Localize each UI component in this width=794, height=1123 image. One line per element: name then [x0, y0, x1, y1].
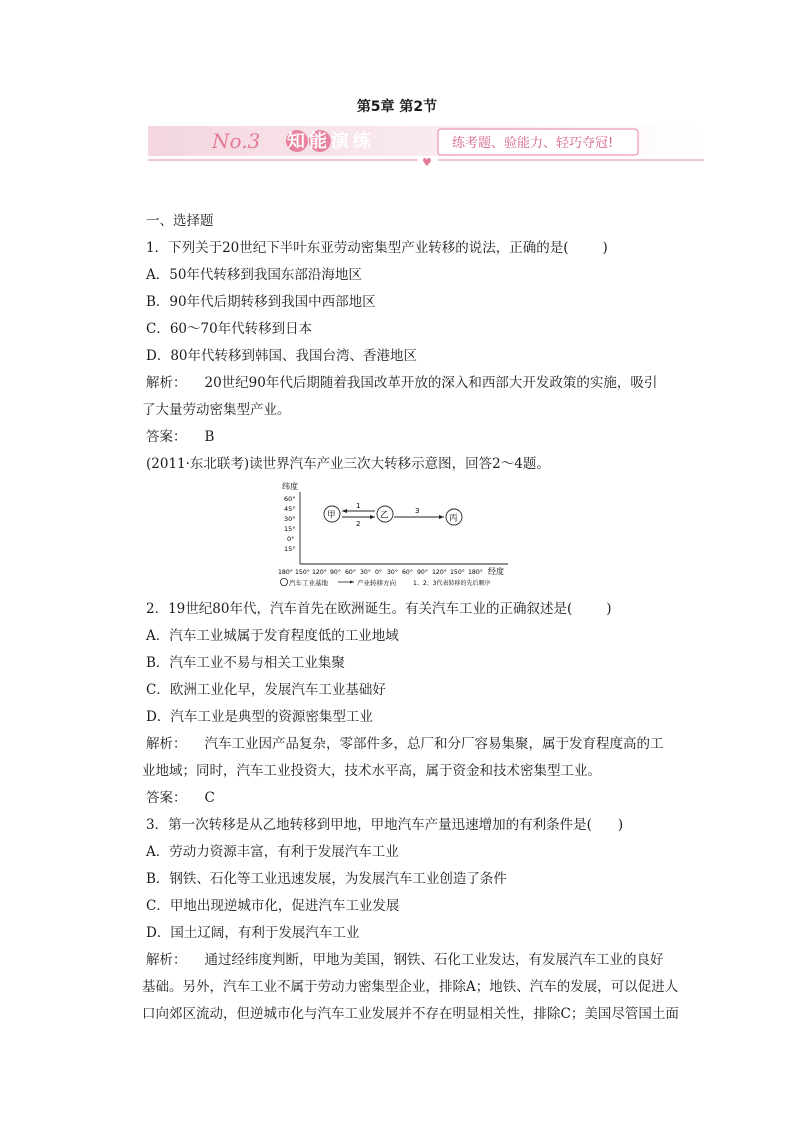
y-tick: 15°	[284, 525, 296, 533]
analysis-label: 解析：	[146, 736, 187, 752]
arrow-3-head	[439, 515, 444, 519]
q3-option-c: C．甲地出现逆城市化，促进汽车工业发展	[146, 898, 400, 914]
transfer-diagram	[276, 480, 536, 596]
q2-analysis-2: 业地域；同时，汽车工业投资大，技术水平高，属于资金和技术密集型工业。	[142, 763, 601, 779]
q3-close: )	[617, 817, 624, 833]
x-tick: 120°	[432, 569, 447, 576]
x-tick: 60°	[402, 569, 413, 576]
q1-answer	[146, 424, 676, 451]
q1-analysis-text-1: 20世纪90年代后期随着我国改革开放的深入和西部大开发政策的实施，吸引	[204, 375, 658, 391]
q2-answer	[146, 785, 676, 812]
section-banner	[148, 122, 704, 170]
q2-close: )	[606, 601, 612, 617]
y-tick: 15°	[284, 545, 296, 553]
q1-close: )	[602, 240, 608, 256]
q3-option-a: A．劳动力资源丰富，有利于发展汽车工业	[146, 844, 399, 860]
document-body	[142, 208, 679, 1028]
legend-base: 汽车工业基地	[289, 579, 328, 587]
x-tick: 30°	[360, 569, 371, 576]
x-tick: 120°	[312, 569, 327, 576]
x-tick: 60°	[345, 569, 356, 576]
x-ticks	[278, 568, 483, 576]
q2-analysis-text-1: 汽车工业因产品复杂，零部件多，总厂和分厂容易集聚，属于发育程度高的工	[204, 736, 664, 752]
arrow-2-label: 2	[356, 520, 361, 528]
q1-stem-text: 1．下列关于20世纪下半叶东亚劳动密集型产业转移的说法，正确的是(	[146, 240, 569, 256]
q1-answer-value: B	[204, 429, 215, 445]
q2-option-b: B．汽车工业不易与相关工业集聚	[146, 655, 345, 671]
q3-stem-text: 3．第一次转移是从乙地转移到甲地，甲地汽车产量迅速增加的有利条件是(	[146, 817, 592, 833]
banner-no: No.3	[212, 129, 261, 153]
node-jia-label: 甲	[327, 510, 336, 521]
q1-option-a: A．50年代转移到我国东部沿海地区	[146, 267, 362, 283]
arrow-2-head	[370, 515, 375, 519]
x-tick: 150°	[450, 569, 465, 576]
q1-analysis-2: 了大量劳动密集型产业。	[142, 402, 291, 418]
transfer-figure	[146, 478, 676, 596]
y-tick: 30°	[284, 515, 296, 523]
arrow-1-head	[342, 509, 347, 513]
x-tick: 180°	[278, 569, 293, 576]
y-tick: 60°	[284, 495, 296, 503]
x-tick: 90°	[417, 569, 428, 576]
q1-option-d: D．80年代转移到韩国、我国台湾、香港地区	[146, 348, 418, 364]
q3-option-d: D．国土辽阔，有利于发展汽车工业	[146, 925, 360, 941]
q1-option-b: B．90年代后期转移到我国中西部地区	[146, 294, 376, 310]
analysis-label: 解析：	[146, 952, 187, 968]
q1-stem	[146, 235, 676, 262]
x-tick: 150°	[295, 569, 310, 576]
x-tick: 0°	[375, 569, 383, 576]
arrow-3-label: 3	[415, 507, 420, 515]
arrow-1-label: 1	[356, 502, 361, 510]
x-tick: 90°	[330, 569, 341, 576]
q2-option-d: D．汽车工业是典型的资源密集型工业	[146, 709, 373, 725]
analysis-label: 解析：	[146, 375, 187, 391]
q3-stem	[146, 812, 676, 839]
q2-option-a: A．汽车工业城属于发育程度低的工业地域	[146, 628, 399, 644]
q2-analysis-1	[146, 731, 676, 758]
banner-main: 知能演练	[287, 131, 375, 152]
answer-label: 答案：	[146, 429, 187, 445]
x-tick: 180°	[468, 569, 483, 576]
y-axis-title: 纬度	[282, 482, 298, 491]
banner-slogan: 练考题、验能力、轻巧夺冠!	[452, 136, 614, 151]
y-tick: 0°	[287, 535, 295, 543]
q1-option-c: C．60～70年代转移到日本	[146, 321, 313, 337]
q1-analysis-1	[146, 370, 676, 397]
node-yi-label: 乙	[380, 510, 389, 521]
q2-stem-text: 2．19世纪80年代，汽车首先在欧洲诞生。有关汽车工业的正确叙述是(	[146, 601, 573, 617]
legend-arrow-head	[350, 581, 354, 584]
q3-analysis-3: 口向郊区流动，但逆城市化与汽车工业发展并不存在明显相关性，排除C；美国尽管国土面	[142, 1006, 679, 1022]
node-bing-label: 丙	[449, 513, 458, 524]
q2-option-c: C．欧洲工业化早，发展汽车工业基础好	[146, 682, 386, 698]
q3-analysis-2: 基础。另外，汽车工业不属于劳动力密集型企业，排除A；地铁、汽车的发展，可以促进人	[142, 979, 679, 995]
q3-analysis-text-1: 通过经纬度判断，甲地为美国，钢铁、石化工业发达，有发展汽车工业的良好	[204, 952, 664, 968]
q3-analysis-1	[146, 947, 676, 974]
section-heading: 一、选择题	[146, 213, 214, 229]
legend-circle-icon	[280, 578, 287, 585]
heart-icon: ♥	[422, 156, 432, 169]
y-tick: 45°	[284, 505, 296, 513]
q3-option-b: B．钢铁、石化等工业迅速发展，为发展汽车工业创造了条件	[146, 871, 507, 887]
figure-intro: (2011·东北联考)读世界汽车产业三次大转移示意图，回答2～4题。	[146, 456, 550, 472]
x-tick: 30°	[387, 569, 398, 576]
legend-dir: 产业转移方向	[357, 579, 396, 587]
q2-stem	[146, 596, 676, 623]
answer-label: 答案：	[146, 790, 187, 806]
legend-order: 1、2、3代表转移的先后顺序	[413, 580, 491, 587]
q2-answer-value: C	[204, 790, 215, 806]
page-title: 第5章 第2节	[356, 99, 438, 115]
x-axis-title: 经度	[488, 567, 504, 576]
